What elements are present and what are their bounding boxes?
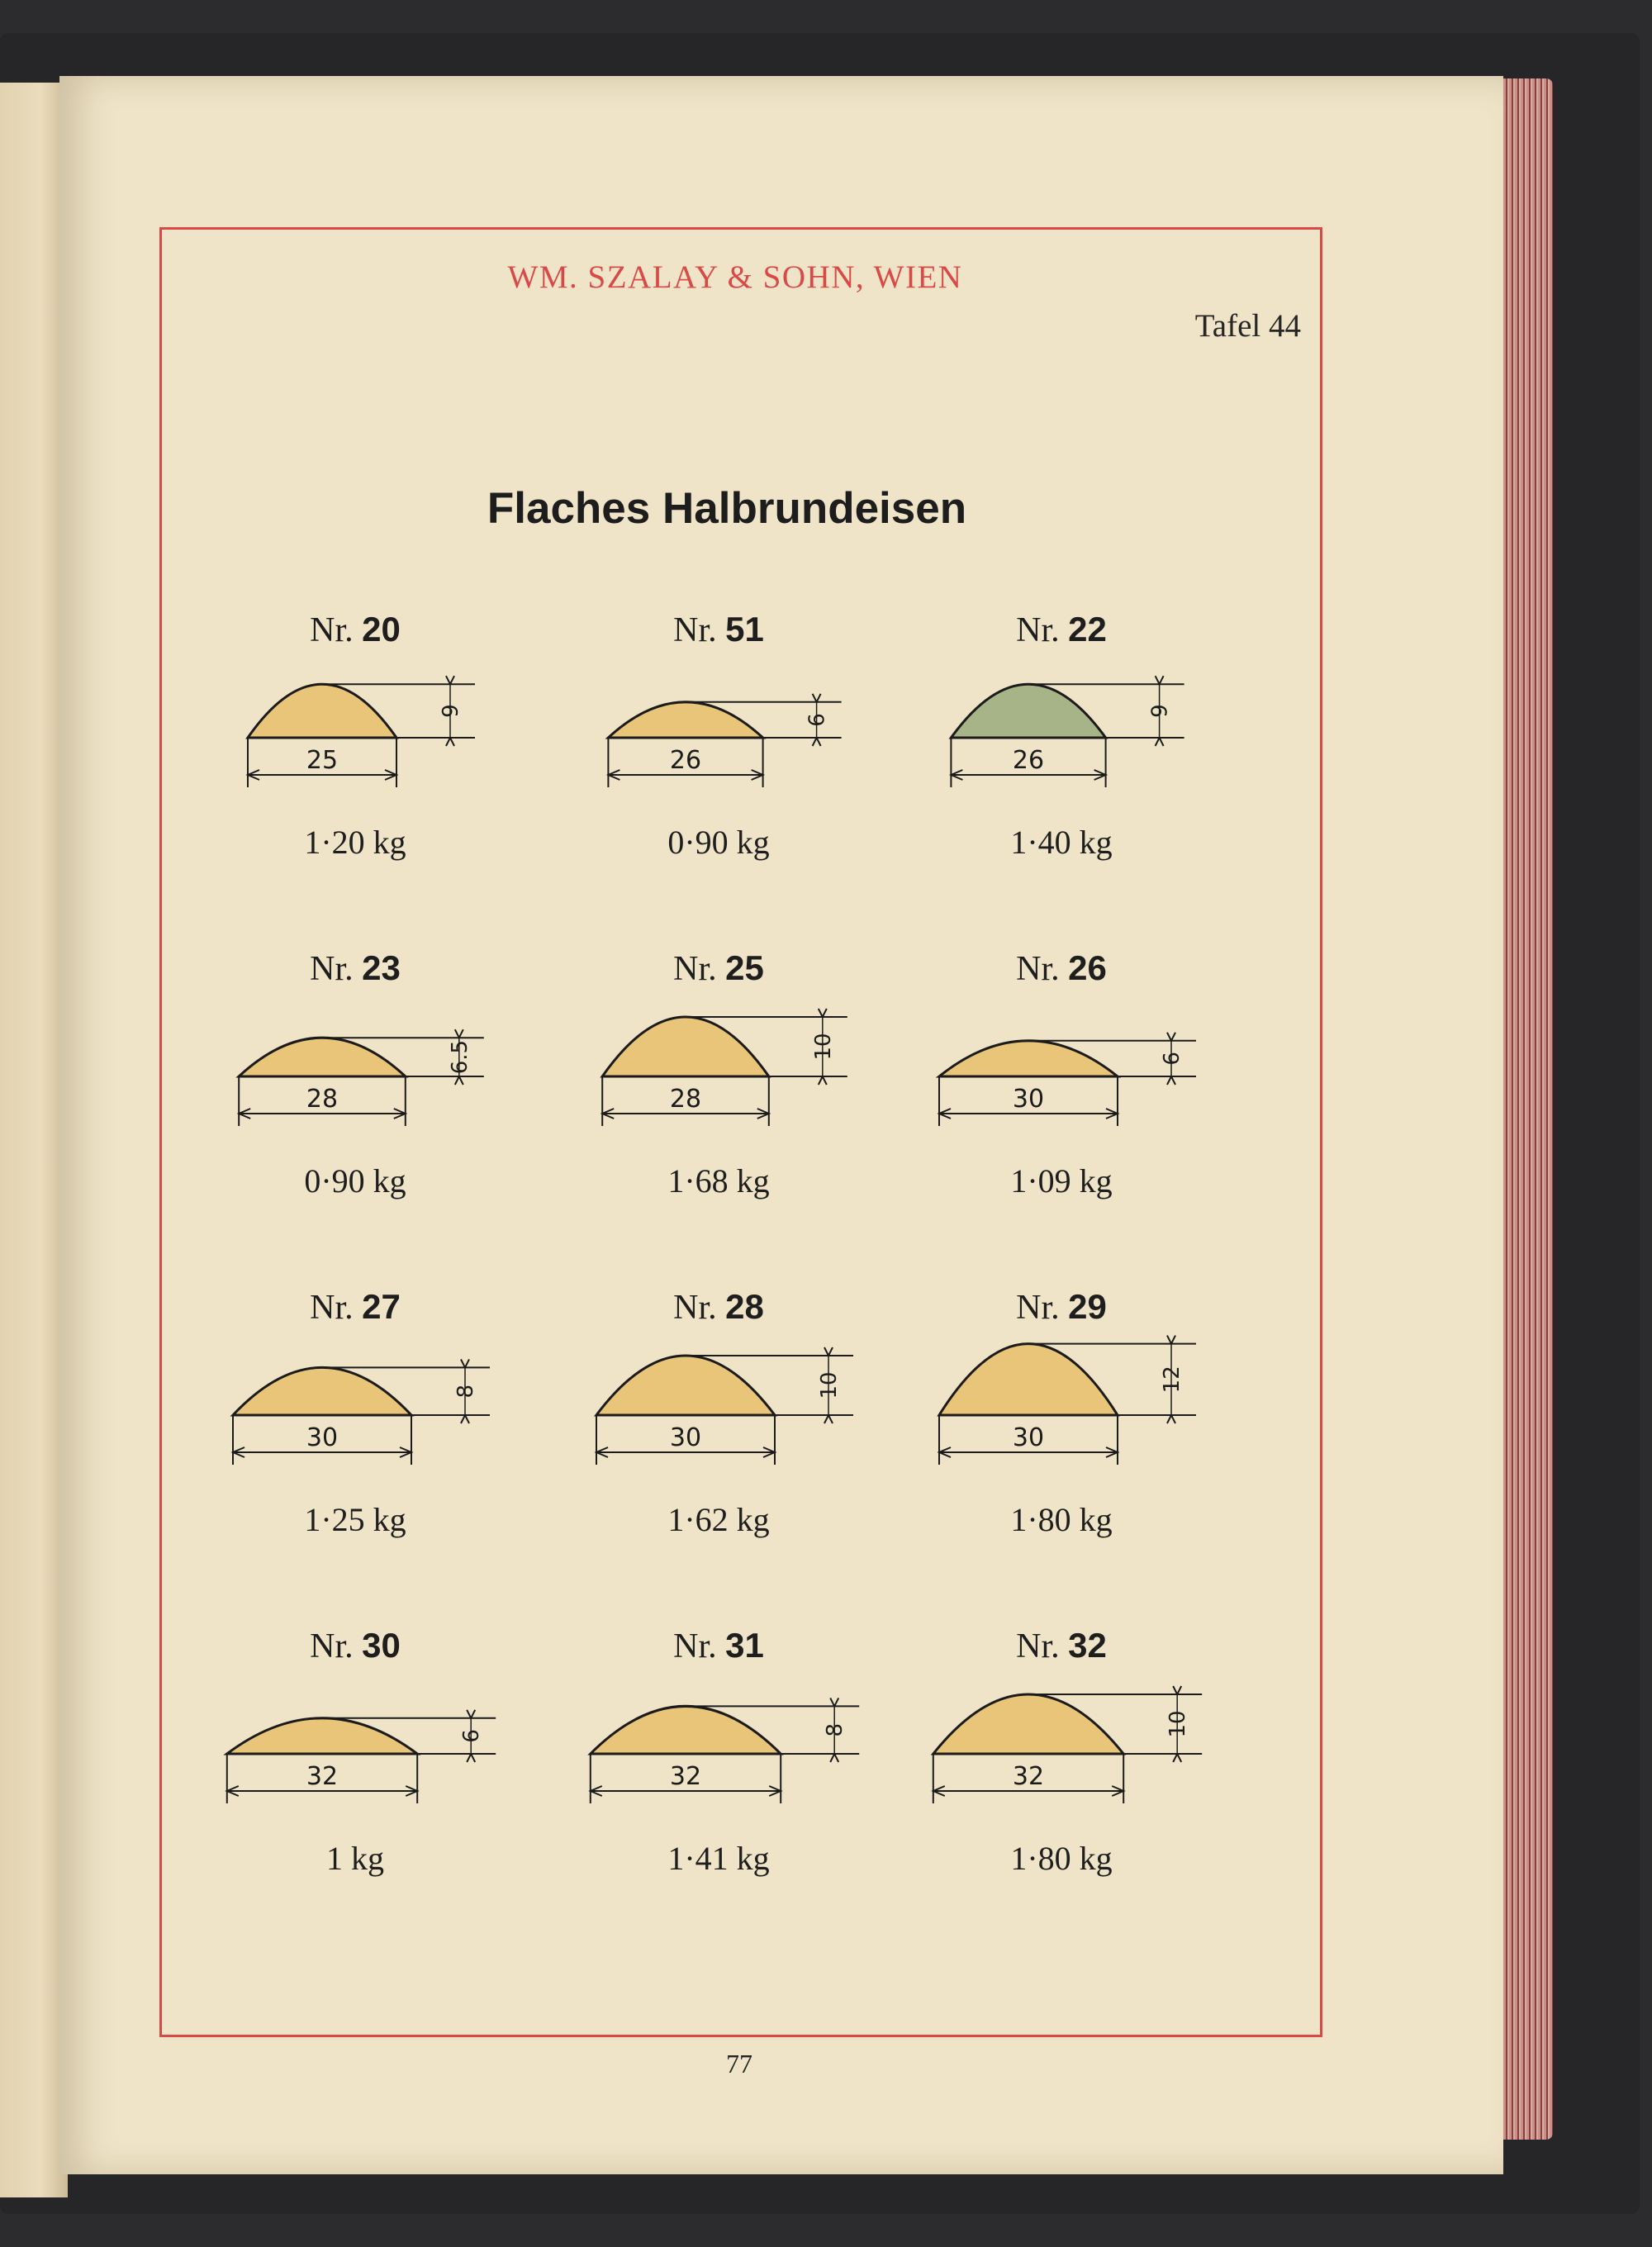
profile-number [553, 610, 884, 650]
profile-number-value: 28 [725, 1287, 764, 1326]
arrow-top [467, 1710, 475, 1718]
profile-number-prefix: Nr. [673, 611, 726, 649]
arrow-top [1156, 676, 1164, 684]
profile-number [190, 1626, 520, 1666]
arrow-top [446, 676, 454, 684]
arrow-bottom [455, 1076, 463, 1085]
profile-section [608, 702, 762, 738]
profile-number [896, 1626, 1227, 1666]
profile-number [553, 1287, 884, 1328]
profile-number [190, 610, 520, 650]
profile-number-prefix: Nr. [1016, 1627, 1069, 1665]
width-label: 32 [1012, 1762, 1045, 1791]
width-label: 30 [306, 1423, 339, 1452]
height-label: 6.5 [447, 1039, 472, 1075]
profile-card [190, 1626, 520, 1898]
arrow-bottom [1173, 1754, 1181, 1762]
width-label: 32 [306, 1762, 339, 1791]
profile-weight: 1·68 kg [667, 1162, 770, 1200]
profile-card [190, 948, 520, 1221]
profile-number-prefix: Nr. [1016, 1289, 1069, 1327]
profile-weight: 1·80 kg [1010, 1501, 1113, 1538]
profile-section [233, 1367, 411, 1415]
profile-weight: 1·62 kg [667, 1501, 770, 1538]
firm-name: WM. SZALAY & SOHN, WIEN [507, 259, 963, 295]
height-label: 6 [805, 713, 830, 727]
profile-card [553, 1287, 884, 1560]
profile-number-value: 27 [362, 1287, 401, 1326]
profile-number [190, 948, 520, 989]
profile-number [896, 1287, 1227, 1328]
profile-number [896, 610, 1227, 650]
arrow-top [461, 1359, 469, 1367]
profile-number-value: 23 [362, 948, 401, 987]
width-label: 32 [669, 1762, 702, 1791]
profile-number-prefix: Nr. [310, 611, 363, 649]
profile-card [190, 1287, 520, 1560]
profile-card [553, 948, 884, 1221]
height-label: 12 [1160, 1366, 1184, 1394]
profile-number-prefix: Nr. [1016, 950, 1069, 988]
profile-number-prefix: Nr. [673, 1627, 726, 1665]
profile-number-value: 31 [725, 1626, 764, 1665]
arrow-top [824, 1347, 833, 1356]
arrow-top [1173, 1686, 1181, 1694]
profile-weight: 1·20 kg [304, 824, 406, 861]
profile-number-value: 20 [362, 610, 401, 648]
width-label: 28 [306, 1085, 339, 1114]
profile-card [553, 610, 884, 882]
profile-drawing [896, 659, 1227, 800]
profile-card [190, 610, 520, 882]
profile-number-prefix: Nr. [673, 950, 726, 988]
height-label: 10 [1165, 1710, 1191, 1738]
arrow-bottom [1167, 1415, 1175, 1423]
height-label: 9 [439, 704, 463, 718]
arrow-top [819, 1009, 827, 1017]
arrow-top [813, 694, 821, 702]
arrow-top [455, 1029, 463, 1038]
arrow-bottom [1167, 1076, 1175, 1085]
arrow-bottom [819, 1076, 827, 1085]
width-label: 26 [669, 746, 702, 775]
profile-section [248, 684, 396, 738]
page-title: Flaches Halbrundeisen [487, 484, 967, 533]
width-label: 25 [306, 746, 339, 775]
arrow-bottom [467, 1754, 475, 1762]
profile-weight: 0·90 kg [304, 1162, 406, 1200]
profile-section [591, 1706, 781, 1754]
profile-number-value: 26 [1068, 948, 1107, 987]
profile-section [933, 1694, 1123, 1754]
width-label: 30 [1012, 1085, 1045, 1114]
height-label: 9 [1147, 704, 1173, 718]
profile-card [896, 610, 1227, 882]
profile-number-value: 22 [1068, 610, 1107, 648]
arrow-bottom [830, 1754, 838, 1762]
profile-weight: 1·80 kg [1010, 1840, 1113, 1877]
profile-drawing [553, 998, 884, 1138]
arrow-top [1167, 1033, 1175, 1041]
arrow-bottom [446, 738, 454, 746]
profile-section [939, 1344, 1118, 1415]
width-label: 26 [1012, 746, 1045, 775]
profile-weight: 0·90 kg [667, 824, 770, 861]
width-label: 28 [669, 1085, 702, 1114]
profile-drawing [190, 1675, 520, 1816]
profile-number-value: 51 [725, 610, 764, 648]
profile-number-prefix: Nr. [310, 1289, 363, 1327]
arrow-bottom [824, 1415, 833, 1423]
profile-number [190, 1287, 520, 1328]
profile-drawing [896, 998, 1227, 1138]
profile-weight: 1·09 kg [1010, 1162, 1113, 1200]
profile-drawing [553, 1337, 884, 1477]
profile-number-prefix: Nr. [310, 1627, 363, 1665]
arrow-bottom [461, 1415, 469, 1423]
profile-card [553, 1626, 884, 1898]
profile-section [951, 684, 1105, 738]
profile-card [896, 1287, 1227, 1560]
page-number: 77 [726, 2049, 752, 2078]
profile-weight: 1 kg [326, 1840, 384, 1877]
profile-weight: 1·41 kg [667, 1840, 770, 1877]
arrow-top [1167, 1336, 1175, 1344]
plate-label: Tafel 44 [1194, 308, 1301, 344]
profile-number [553, 948, 884, 989]
profile-drawing [190, 998, 520, 1138]
width-label: 30 [669, 1423, 702, 1452]
left-page-edge [0, 83, 68, 2197]
profile-number-prefix: Nr. [310, 950, 363, 988]
profile-section [227, 1718, 417, 1754]
height-label: 6 [459, 1729, 485, 1743]
profile-weight: 1·25 kg [304, 1501, 406, 1538]
profile-number [553, 1626, 884, 1666]
profile-drawing [190, 1337, 520, 1477]
arrow-top [830, 1698, 838, 1706]
profile-drawing [896, 1337, 1227, 1477]
height-label: 10 [810, 1033, 836, 1061]
height-label: 6 [1160, 1052, 1184, 1066]
profile-section [939, 1041, 1118, 1076]
arrow-bottom [813, 738, 821, 746]
profile-drawing [190, 659, 520, 800]
height-label: 8 [453, 1384, 478, 1399]
profile-number-value: 30 [362, 1626, 401, 1665]
profile-number-value: 32 [1068, 1626, 1107, 1665]
profile-section [602, 1017, 769, 1076]
height-label: 8 [823, 1722, 848, 1737]
width-label: 30 [1012, 1423, 1045, 1452]
profile-number [896, 948, 1227, 989]
profile-card [896, 948, 1227, 1221]
profile-number-value: 29 [1068, 1287, 1107, 1326]
profile-drawing [553, 1675, 884, 1816]
profile-number-prefix: Nr. [1016, 611, 1069, 649]
profile-drawing [553, 659, 884, 800]
profile-section [239, 1038, 406, 1076]
profile-weight: 1·40 kg [1010, 824, 1113, 861]
profile-card [896, 1626, 1227, 1898]
profile-number-prefix: Nr. [673, 1289, 726, 1327]
height-label: 10 [817, 1371, 842, 1399]
profile-drawing [896, 1675, 1227, 1816]
arrow-bottom [1156, 738, 1164, 746]
profile-section [596, 1356, 775, 1415]
profile-number-value: 25 [725, 948, 764, 987]
